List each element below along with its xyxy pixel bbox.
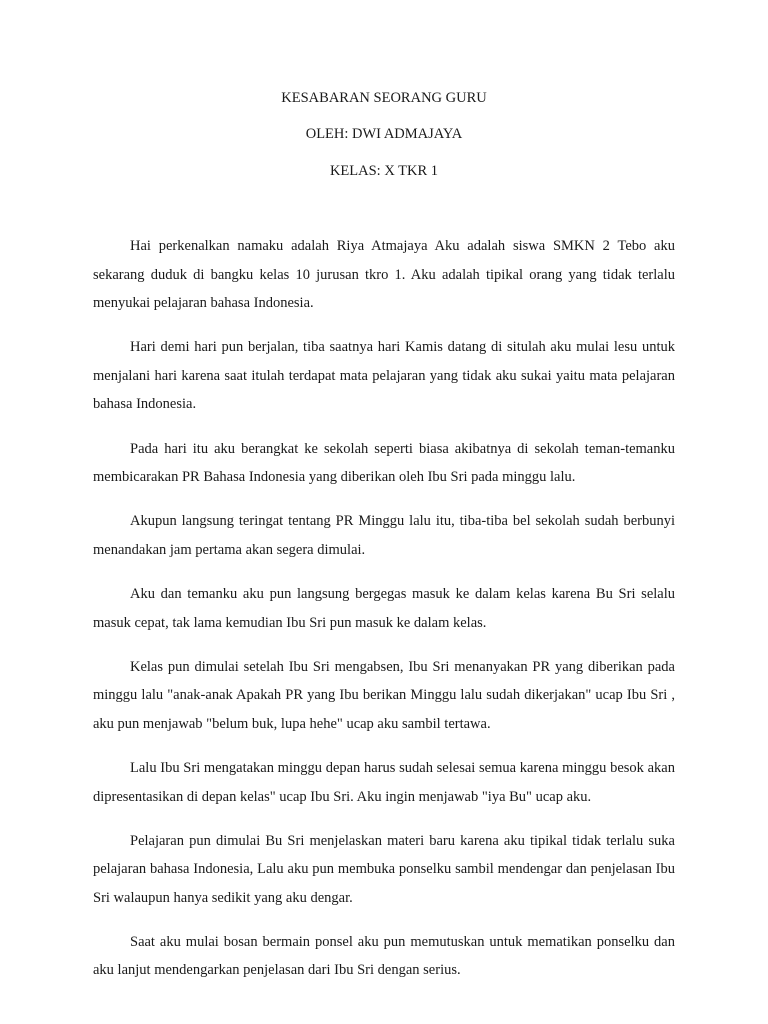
story-body bbox=[93, 232, 675, 1001]
paragraph-6: Kelas pun dimulai setelah Ibu Sri mengabsen, Ibu Sri menanyakan PR yang diberikan pada minggu lalu "anak-anak Apakah PR yang Ibu berikan Minggu lalu sudah dikerjakan" ucap Ibu Sri , aku pun menjawab "belum buk, lupa hehe" ucap aku sambil tertawa. bbox=[93, 658, 675, 732]
paragraph-5: Aku dan temanku aku pun langsung bergegas masuk ke dalam kelas karena Bu Sri selalu masuk cepat, tak lama kemudian Ibu Sri pun masuk ke dalam kelas. bbox=[93, 585, 675, 631]
paragraph-2: Hari demi hari pun berjalan, tiba saatnya hari Kamis datang di situlah aku mulai lesu untuk menjalani hari karena saat itulah terdapat mata pelajaran yang tidak aku sukai yaitu mata pelajaran bahasa Indonesia. bbox=[93, 339, 675, 413]
author-line: OLEH: DWI ADMAJAYA bbox=[305, 126, 463, 142]
paragraph-8: Pelajaran pun dimulai Bu Sri menjelaskan materi baru karena aku tipikal tidak terlalu suka pelajaran bahasa Indonesia, Lalu aku pun membuka ponselku sambil mendengar dan penjelasan Ibu Sri walaupun hanya sedikit yang aku dengar. bbox=[93, 832, 675, 906]
class-line: KELAS: X TKR 1 bbox=[329, 163, 439, 179]
document-title: KESABARAN SEORANG GURU bbox=[281, 90, 487, 106]
paragraph-4: Akupun langsung teringat tentang PR Minggu lalu itu, tiba-tiba bel sekolah sudah berbunyi menandakan jam pertama akan segera dimulai. bbox=[93, 513, 675, 558]
paragraph-7: Lalu Ibu Sri mengatakan minggu depan harus sudah selesai semua karena minggu besok akan dipresentasikan di depan kelas" ucap Ibu Sri. Aku ingin menjawab "iya Bu" ucap aku. bbox=[93, 759, 675, 805]
paragraph-3: Pada hari itu aku berangkat ke sekolah seperti biasa akibatnya di sekolah teman-temanku membicarakan PR Bahasa Indonesia yang diberikan oleh Ibu Sri pada minggu lalu. bbox=[93, 440, 675, 486]
paragraph-9: Saat aku mulai bosan bermain ponsel aku pun memutuskan untuk mematikan ponselku dan aku lanjut mendengarkan penjelasan dari Ibu Sri dengan serius. bbox=[93, 933, 675, 979]
paragraph-1: Hai perkenalkan namaku adalah Riya Atmajaya Aku adalah siswa SMKN 2 Tebo aku sekarang duduk di bangku kelas 10 jurusan tkro 1. Aku adalah tipikal orang yang tidak terlalu menyukai pelajaran bahasa Indonesia. bbox=[93, 238, 675, 312]
